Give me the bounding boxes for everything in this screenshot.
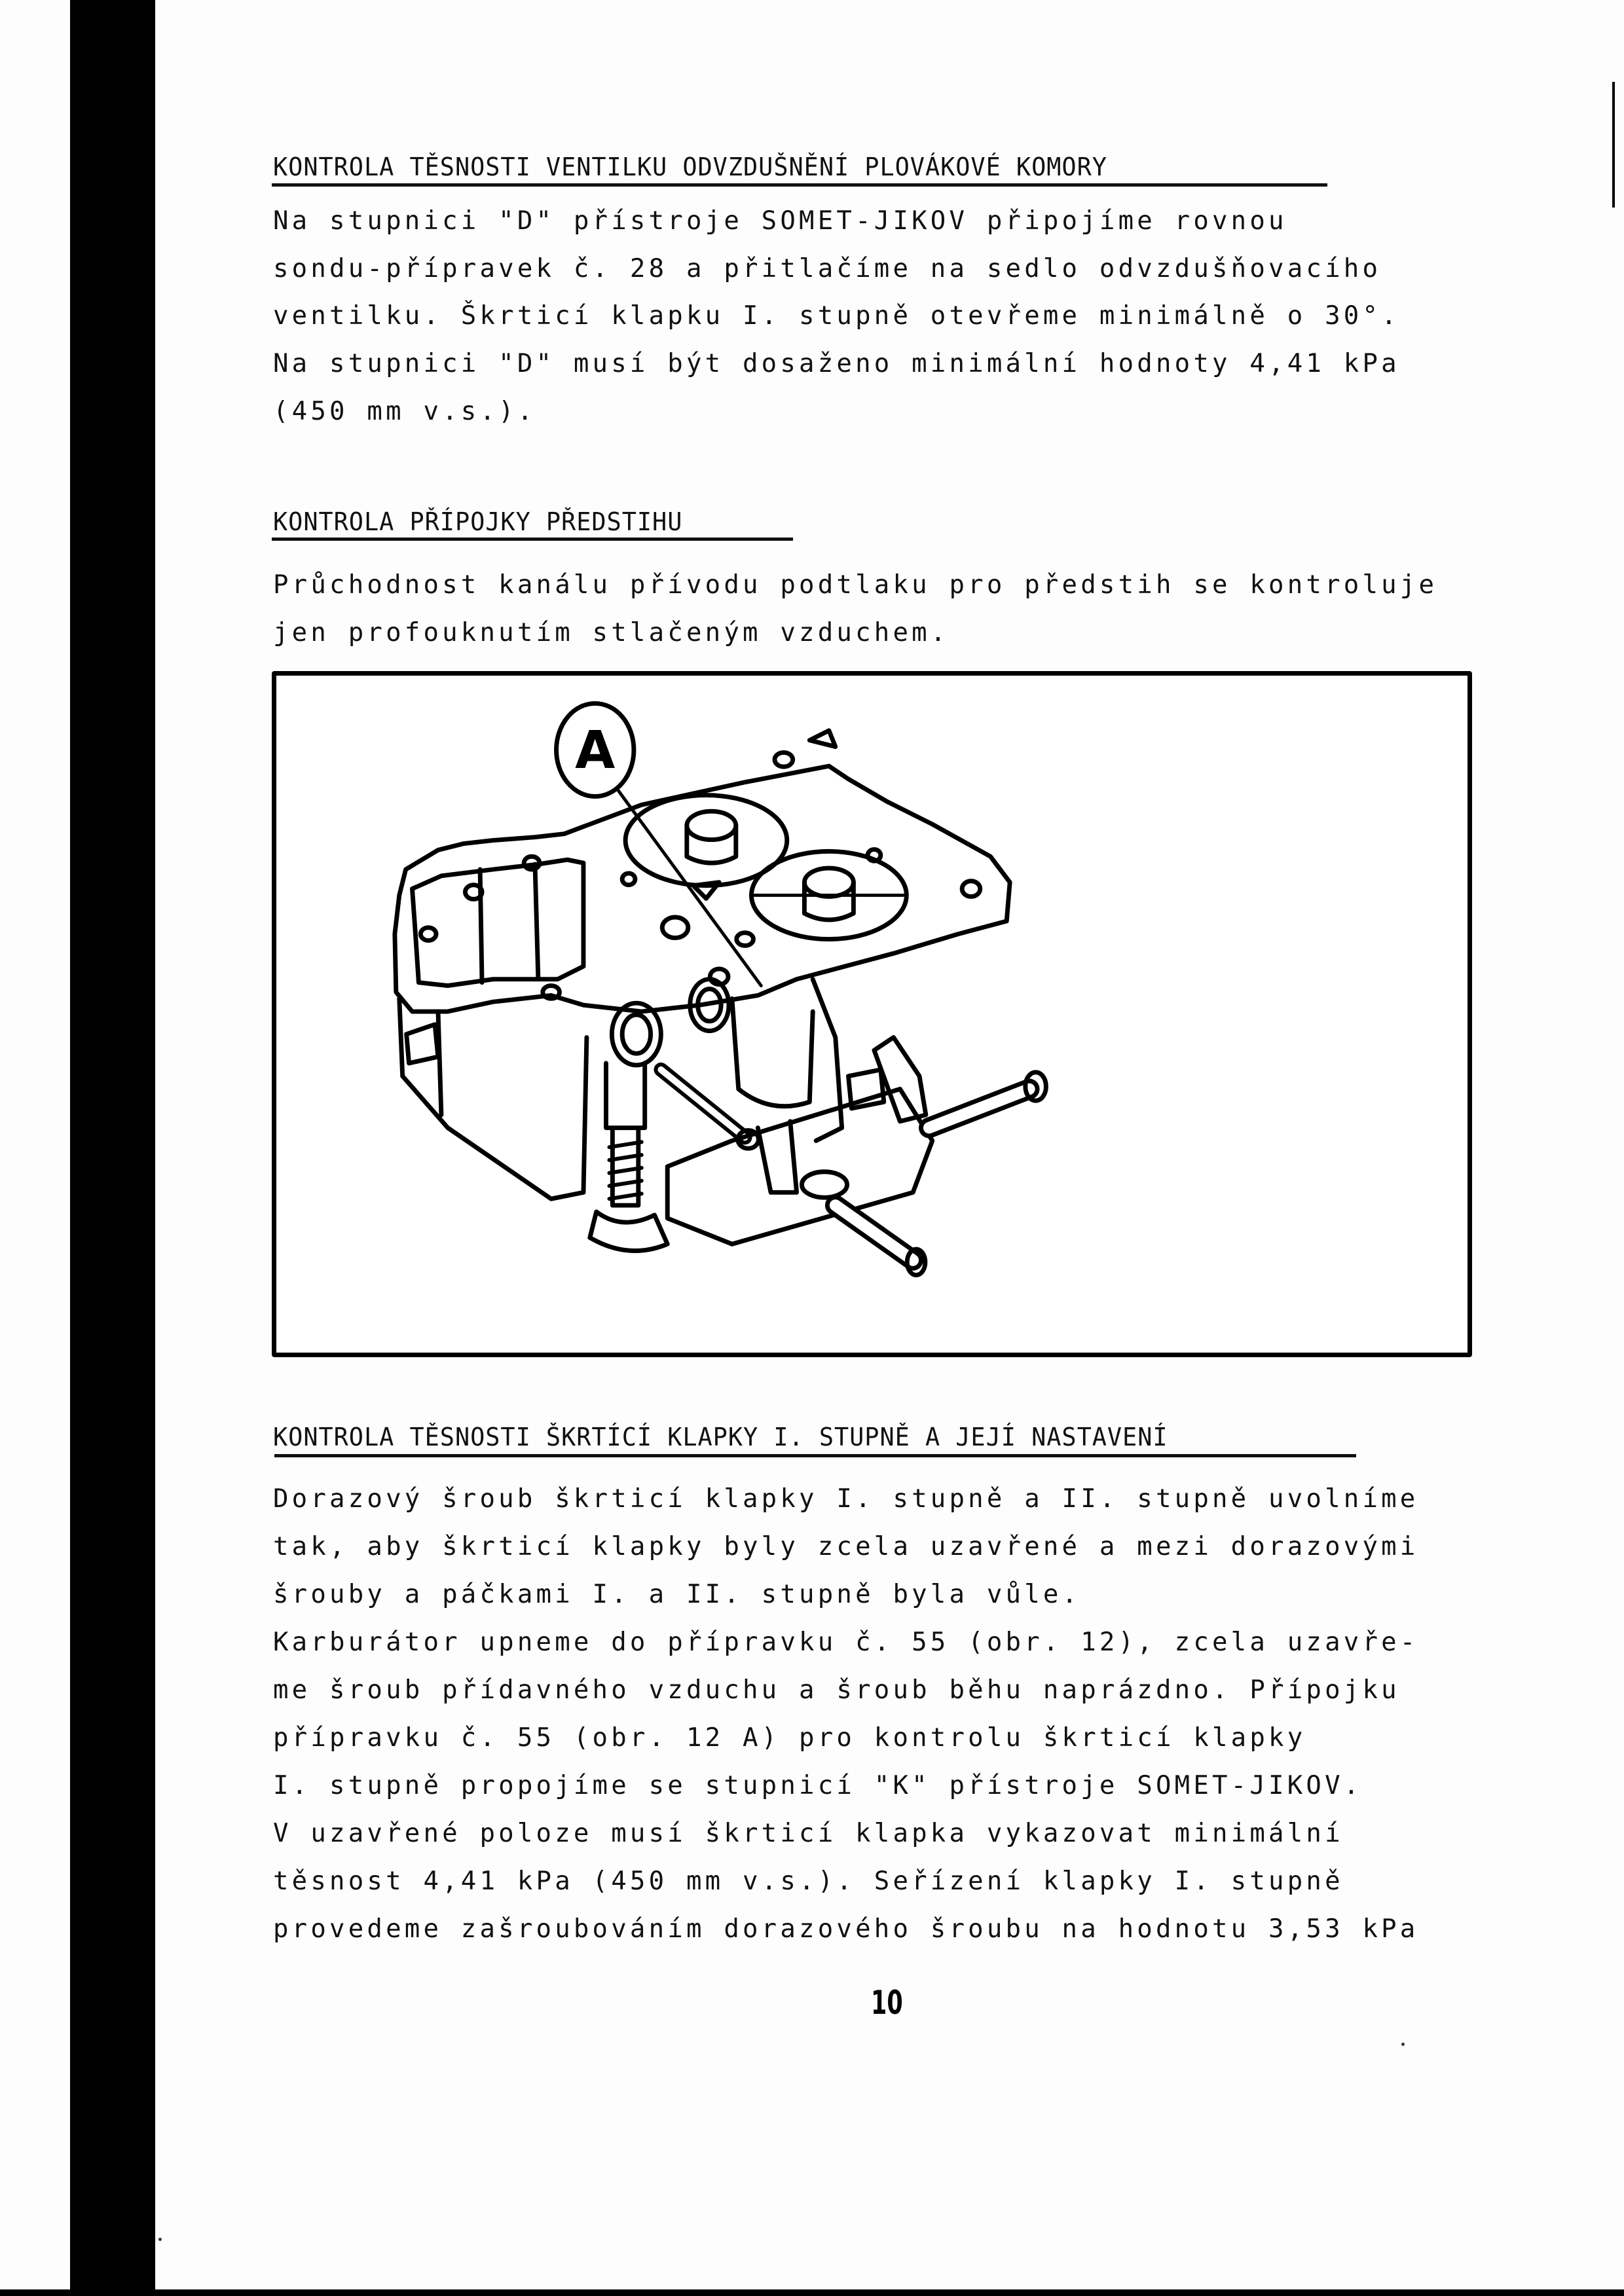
bowl-tab [407, 1025, 438, 1063]
body-line: Dorazový šroub škrticí klapky I. stupně a II. stupně uvolníme [273, 1484, 1419, 1514]
body-edge-line [438, 1011, 441, 1115]
body-line: přípravku č. 55 (obr. 12 A) pro kontrolu škrticí klapky [273, 1723, 1306, 1753]
body-line: V uzavřené poloze musí škrticí klapka vykazovat minimální [273, 1819, 1344, 1848]
fuel-inlet-bore [622, 1015, 650, 1053]
heading-underline [272, 538, 793, 541]
throttle-spindle-fill [929, 1089, 1029, 1127]
venturi-nozzle-body [687, 826, 736, 863]
body-line: těsnost 4,41 kPa (450 mm v.s.). Seřízení klapky I. stupně [273, 1867, 1344, 1896]
body-line: (450 mm v.s.). [273, 397, 536, 426]
body-line: Na stupnici "D" přístroje SOMET-JIKOV připojíme rovnou [273, 206, 1287, 236]
throttle-body-barrel [732, 998, 813, 1106]
section-heading-advance-port: KONTROLA PŘÍPOJKY PŘEDSTIHU [273, 507, 683, 536]
idle-screw-head [590, 1212, 667, 1251]
body-line: Karburátor upneme do přípravku č. 55 (obr. 12), zcela uzavře- [273, 1628, 1419, 1657]
heading-underline [272, 183, 1327, 187]
body-line: Na stupnici "D" musí být dosaženo minimální hodnoty 4,41 kPa [273, 349, 1400, 378]
gasket-outline [395, 766, 1010, 1011]
scan-binding-shadow [70, 0, 155, 2296]
gasket-hole [622, 873, 635, 885]
gasket-port-triangle [809, 731, 835, 747]
body-line: provedeme zašroubováním dorazového šroubu na hodnotu 3,53 kPa [273, 1914, 1419, 1944]
accelerator-pump-port [662, 917, 688, 938]
section-heading-throttle-valve: KONTROLA TĚSNOSTI ŠKRTÍCÍ KLAPKY I. STUPNĚ A JEJÍ NASTAVENÍ [273, 1423, 1168, 1451]
venturi-nozzle-body [804, 883, 853, 920]
body-line: ventilku. Škrticí klapku I. stupně otevřeme minimálně o 30°. [273, 301, 1400, 331]
gasket-hole [775, 752, 793, 767]
heading-underline [274, 1454, 1356, 1457]
flange-mount-hole [802, 1172, 847, 1197]
body-line: me šroub přídavného vzduchu a šroub běhu naprázdno. Přípojku [273, 1675, 1400, 1705]
section-heading-vent-valve: KONTROLA TĚSNOSTI VENTILKU ODVZDUŠNĚNÍ PLOVÁKOVÉ KOMORY [273, 153, 1107, 181]
gasket-hole [737, 933, 754, 946]
carburetor-figure [272, 671, 1472, 1357]
scan-edge-mark [1612, 82, 1615, 208]
body-line: šrouby a páčkami I. a II. stupně byla vůle. [273, 1580, 1081, 1609]
page-number: 10 [871, 1984, 903, 2022]
gasket-hole [962, 881, 980, 897]
gasket-hole [420, 928, 436, 941]
chamber-wall-line [535, 864, 538, 979]
idle-screw-housing [606, 1063, 644, 1128]
float-chamber-opening [413, 860, 583, 985]
venturi-nozzle [687, 811, 736, 839]
scan-speck [158, 2238, 162, 2241]
scan-speck [1401, 2043, 1405, 2046]
body-line: jen profouknutím stlačeným vzduchem. [273, 618, 950, 647]
carburetor-drawing [276, 676, 1467, 1353]
venturi-nozzle [804, 868, 853, 896]
body-line: sondu-přípravek č. 28 a přitlačíme na sedlo odvzdušňovacího [273, 254, 1382, 283]
scan-bottom-edge [0, 2289, 1624, 2296]
body-line: I. stupně propojíme se stupnicí "K" přístroje SOMET-JIKOV. [273, 1771, 1363, 1800]
choke-spindle-fill [836, 1205, 913, 1260]
gasket-hole [543, 986, 560, 999]
callout-label: A [575, 720, 616, 781]
linkage-rod-fill [661, 1070, 745, 1138]
body-line: tak, aby škrticí klapky byly zcela uzavřené a mezi dorazovými [273, 1532, 1419, 1561]
body-line: Průchodnost kanálu přívodu podtlaku pro předstih se kontroluje [273, 570, 1438, 600]
